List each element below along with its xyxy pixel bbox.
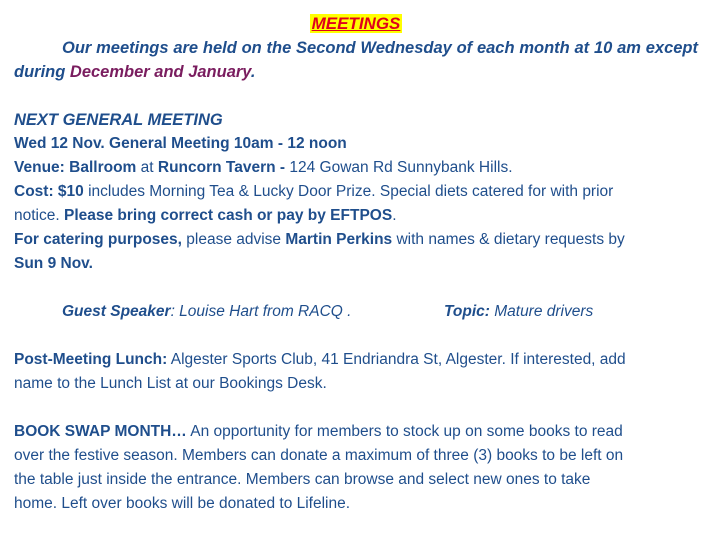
book-swap-line-4: home. Left over books will be donated to Lifeline. xyxy=(14,495,351,512)
lunch-line-2: name to the Lunch List at our Bookings Desk. xyxy=(14,375,327,392)
catering-deadline: Sun 9 Nov. xyxy=(14,255,93,272)
notice-end: . xyxy=(392,207,397,224)
spacer xyxy=(14,324,698,348)
spacer xyxy=(14,276,698,300)
cost-text: includes Morning Tea & Lucky Door Prize. Special diets catered for with prior xyxy=(83,183,614,200)
speaker-row xyxy=(14,300,698,324)
notice-text: notice. xyxy=(14,207,64,224)
catering-line xyxy=(14,228,698,252)
cost-label: Cost: $10 xyxy=(14,183,84,200)
book-swap-line-2: over the festive season. Members can donate a maximum of three (3) books to be left on xyxy=(14,447,624,464)
lunch-line-1 xyxy=(14,348,698,372)
venue-line xyxy=(14,156,698,180)
book-swap-text: An opportunity for members to stock up on some books to read xyxy=(186,423,623,440)
venue-room: Ballroom xyxy=(69,159,137,176)
lunch-label: Post-Meeting Lunch: xyxy=(14,351,168,368)
notice-line xyxy=(14,204,698,228)
spacer xyxy=(14,396,698,420)
catering-text-2: with names & dietary requests by xyxy=(392,231,625,248)
catering-text: please advise xyxy=(181,231,286,248)
meeting-date-line: Wed 12 Nov. General Meeting 10am - 12 noon xyxy=(14,135,347,152)
meetings-page xyxy=(14,12,698,516)
payment-note: Please bring correct cash or pay by EFTPOS xyxy=(63,207,393,224)
guest-speaker-name: : Louise Hart from RACQ . xyxy=(170,303,352,320)
next-meeting-heading: NEXT GENERAL MEETING xyxy=(14,111,223,129)
intro-text: Our meetings are held on the Second Wednesday of each month at 10 am except during xyxy=(14,39,698,81)
topic-label: Topic: xyxy=(444,303,490,320)
topic-value: Mature drivers xyxy=(489,303,594,320)
guest-speaker-label: Guest Speaker xyxy=(62,303,171,320)
venue-address: 124 Gowan Rd Sunnybank Hills. xyxy=(285,159,513,176)
intro-months: December and January xyxy=(69,63,251,81)
catering-contact: Martin Perkins xyxy=(285,231,393,248)
cost-line xyxy=(14,180,698,204)
book-swap-line-3: the table just inside the entrance. Members can browse and select new ones to take xyxy=(14,471,591,488)
intro-end: . xyxy=(250,63,256,81)
spacer xyxy=(14,84,698,108)
title-row xyxy=(14,12,698,36)
venue-name: Runcorn Tavern - xyxy=(157,159,286,176)
venue-at: at xyxy=(136,159,158,176)
topic xyxy=(444,300,593,324)
book-swap-label: BOOK SWAP MONTH… xyxy=(14,423,187,440)
guest-speaker xyxy=(62,300,351,324)
catering-label: For catering purposes, xyxy=(14,231,182,248)
intro-paragraph xyxy=(14,36,698,84)
venue-label: Venue: xyxy=(14,159,65,176)
lunch-text: Algester Sports Club, 41 Endriandra St, Algester. If interested, add xyxy=(167,351,626,368)
page-title: MEETINGS xyxy=(311,14,401,33)
book-swap-line-1 xyxy=(14,420,698,444)
